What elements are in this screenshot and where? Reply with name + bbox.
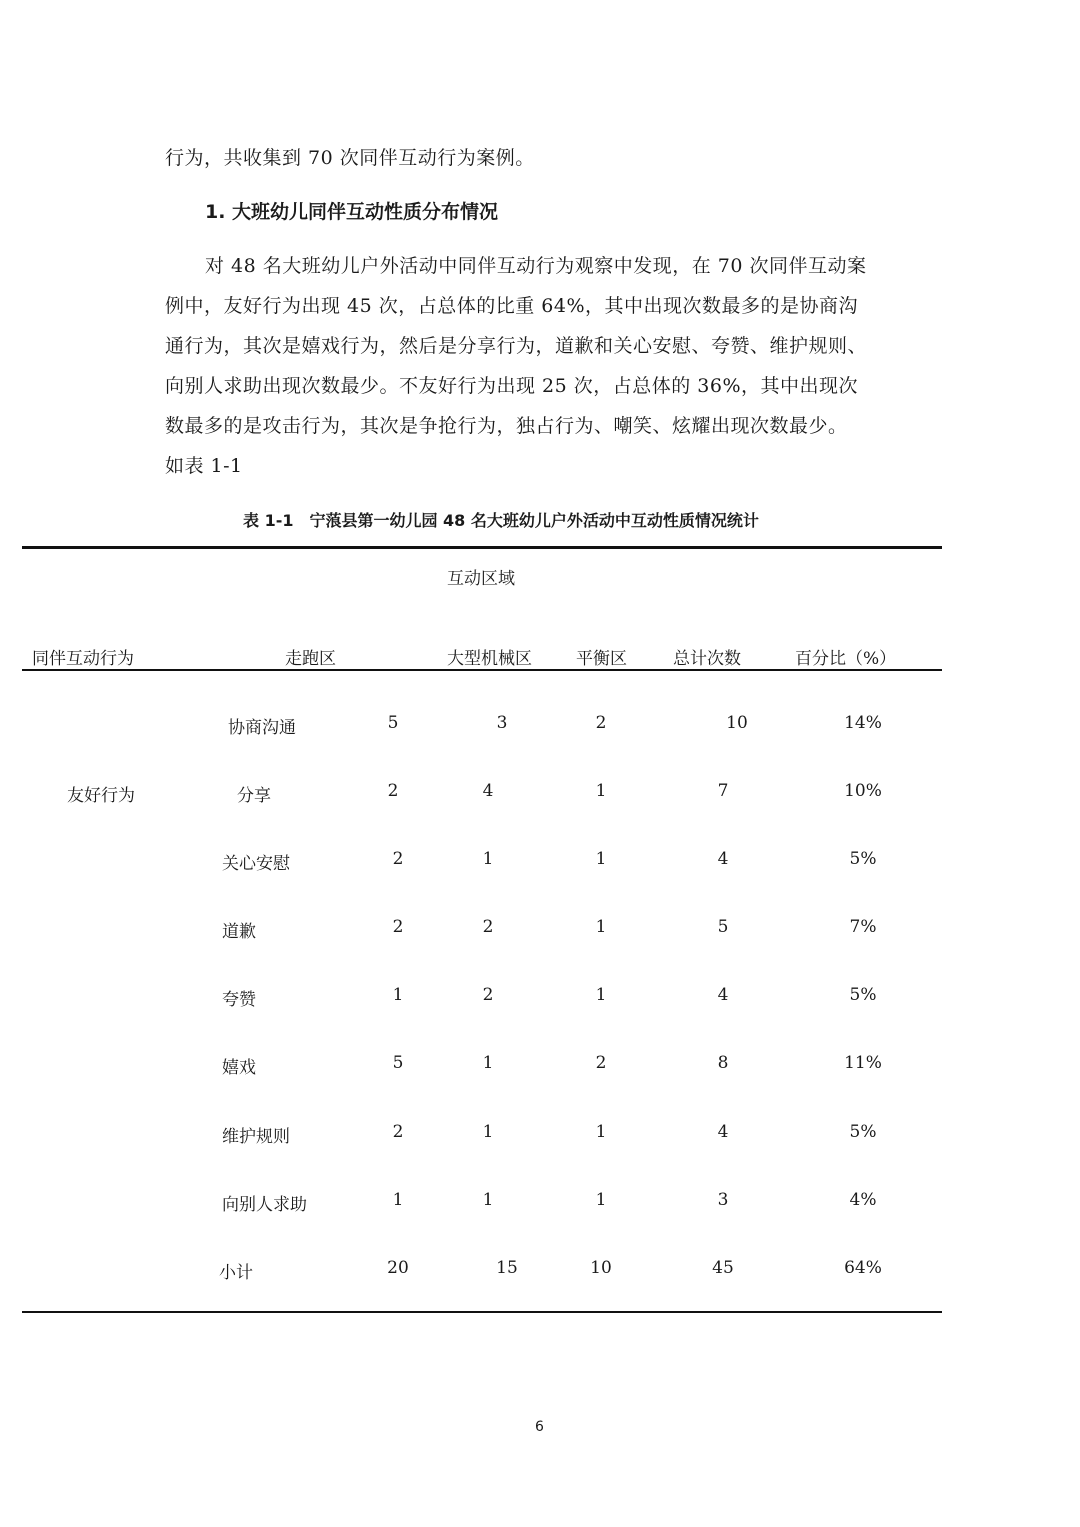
paragraph-line: 向别人求助出现次数最少。不友好行为出现 25 次，占总体的 36%，其中出现次 (165, 375, 859, 397)
cell-running: 1 (392, 1190, 404, 1210)
cell-balance: 1 (595, 985, 607, 1005)
cell-balance: 2 (595, 1053, 607, 1073)
row-name: 向别人求助 (222, 1195, 307, 1215)
column-header-running: 走跑区 (285, 649, 336, 669)
paragraph-line: 如表 1-1 (165, 455, 243, 477)
row-name: 嬉戏 (222, 1058, 256, 1078)
cell-balance: 1 (595, 849, 607, 869)
cell-running: 2 (392, 849, 404, 869)
cell-balance: 2 (595, 713, 607, 733)
cell-running: 2 (392, 917, 404, 937)
cell-percent: 4% (849, 1190, 877, 1210)
cell-running: 20 (387, 1258, 409, 1278)
cell-equipment: 1 (482, 1122, 494, 1142)
cell-percent: 5% (849, 1122, 877, 1142)
cell-total: 45 (712, 1258, 734, 1278)
paragraph-line: 数最多的是攻击行为，其次是争抢行为，独占行为、嘲笑、炫耀出现次数最少。 (165, 415, 848, 437)
category-label: 友好行为 (67, 786, 135, 806)
paragraph-line: 对 48 名大班幼儿户外活动中同伴互动行为观察中发现，在 70 次同伴互动案 (205, 255, 867, 277)
paragraph-line: 通行为，其次是嬉戏行为，然后是分享行为，道歉和关心安慰、夸赞、维护规则、 (165, 335, 868, 357)
cell-percent: 5% (849, 985, 877, 1005)
cell-balance: 10 (590, 1258, 612, 1278)
table-caption: 表 1-1 宁蒗县第一幼儿园 48 名大班幼儿户外活动中互动性质情况统计 (243, 511, 759, 530)
column-header-percent: 百分比（%） (795, 649, 897, 669)
row-name: 维护规则 (222, 1127, 290, 1147)
column-header-equipment: 大型机械区 (447, 649, 532, 669)
cell-running: 2 (392, 1122, 404, 1142)
column-header-behavior: 同伴互动行为 (32, 649, 134, 669)
row-name: 协商沟通 (228, 718, 296, 738)
cell-total: 3 (717, 1190, 729, 1210)
column-header-total: 总计次数 (673, 649, 741, 669)
column-header-balance: 平衡区 (576, 649, 627, 669)
table-header-rule (22, 669, 942, 671)
row-name: 关心安慰 (222, 854, 290, 874)
cell-running: 1 (392, 985, 404, 1005)
page-number: 6 (535, 1419, 544, 1435)
cell-balance: 1 (595, 1190, 607, 1210)
cell-equipment: 1 (482, 1053, 494, 1073)
cell-equipment: 1 (482, 1190, 494, 1210)
row-name: 道歉 (222, 922, 256, 942)
subtotal-label: 小计 (219, 1263, 253, 1283)
cell-balance: 1 (595, 1122, 607, 1142)
body-line-continued: 行为，共收集到 70 次同伴互动行为案例。 (165, 147, 535, 169)
cell-balance: 1 (595, 917, 607, 937)
cell-total: 7 (717, 781, 729, 801)
section-heading: 1. 大班幼儿同伴互动性质分布情况 (205, 201, 499, 223)
cell-percent: 14% (844, 713, 882, 733)
cell-equipment: 4 (482, 781, 494, 801)
cell-equipment: 2 (482, 917, 494, 937)
cell-running: 2 (387, 781, 399, 801)
cell-equipment: 1 (482, 849, 494, 869)
cell-equipment: 3 (496, 713, 508, 733)
cell-percent: 64% (844, 1258, 882, 1278)
row-name: 分享 (237, 786, 271, 806)
cell-total: 10 (726, 713, 748, 733)
cell-percent: 11% (844, 1053, 882, 1073)
paragraph-line: 例中，友好行为出现 45 次，占总体的比重 64%，其中出现次数最多的是协商沟 (165, 295, 859, 317)
cell-running: 5 (387, 713, 399, 733)
cell-total: 4 (717, 1122, 729, 1142)
cell-total: 8 (717, 1053, 729, 1073)
cell-percent: 10% (844, 781, 882, 801)
table-bottom-rule (22, 1311, 942, 1313)
table-top-rule (22, 546, 942, 549)
cell-percent: 5% (849, 849, 877, 869)
cell-total: 5 (717, 917, 729, 937)
group-header: 互动区域 (447, 569, 515, 589)
cell-total: 4 (717, 985, 729, 1005)
cell-total: 4 (717, 849, 729, 869)
cell-percent: 7% (849, 917, 877, 937)
cell-running: 5 (392, 1053, 404, 1073)
cell-balance: 1 (595, 781, 607, 801)
cell-equipment: 15 (496, 1258, 518, 1278)
cell-equipment: 2 (482, 985, 494, 1005)
row-name: 夸赞 (222, 990, 256, 1010)
